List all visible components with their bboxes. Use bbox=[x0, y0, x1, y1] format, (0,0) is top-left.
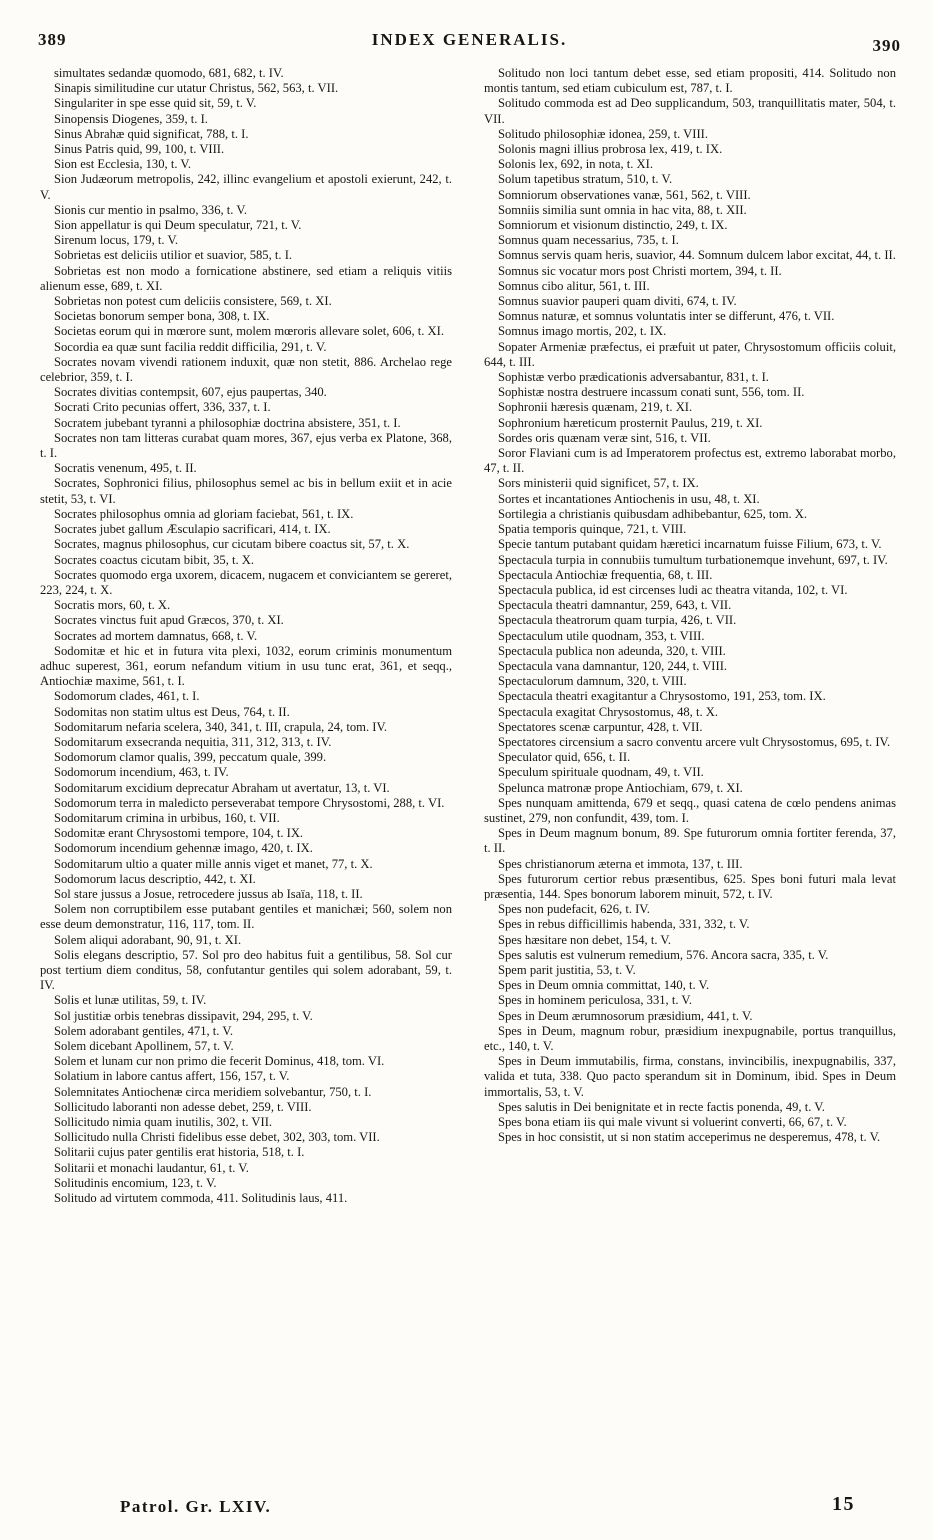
index-entry: Spectatores scenæ carpuntur, 428, t. VII. bbox=[498, 719, 703, 734]
index-entry: Socrates non tam litteras curabat quam mores, 367, ejus verba ex Platone, 368, t. I. bbox=[40, 430, 452, 461]
index-entry: Socrates jubet gallum Æsculapio sacrificari, 414, t. IX. bbox=[54, 522, 331, 537]
index-entry: Solitudo philosophiæ idonea, 259, t. VIII. bbox=[498, 126, 709, 141]
index-entry: Socratis mors, 60, t. X. bbox=[54, 598, 171, 613]
index-entry: Solitudo commoda est ad Deo supplicandum, 503, tranquillitatis mater, 504, t. VII. bbox=[484, 96, 896, 126]
index-entry: Solitarii et monachi laudantur, 61, t. V. bbox=[54, 1160, 249, 1175]
index-entry: Spem parit justitia, 53, t. V. bbox=[498, 962, 636, 977]
index-entry: Spes in rebus difficillimis habenda, 331, 332, t. V. bbox=[498, 917, 750, 932]
index-entry: Socrati Crito pecunias offert, 336, 337, t. I. bbox=[54, 400, 271, 415]
index-entry: Socrates coactus cicutam bibit, 35, t. X. bbox=[54, 552, 255, 567]
index-entry: Socrates quomodo erga uxorem, dicacem, nugacem et conviciantem se gereret, 223, 224, t. X. bbox=[40, 567, 452, 597]
index-entry: Spelunca matronæ prope Antiochiam, 679, t. XI. bbox=[498, 780, 743, 795]
index-entry: Spes in hoc consistit, ut si non statim acceperimus ne desperemus, 478, t. V. bbox=[498, 1130, 881, 1145]
index-entry: Solitarii cujus pater gentilis erat historia, 518, t. I. bbox=[54, 1145, 305, 1160]
left-column bbox=[40, 66, 452, 1206]
index-entry: Speculum spirituale quodnam, 49, t. VII. bbox=[498, 765, 704, 780]
index-entry: Spectacula publica non adeunda, 320, t. VIII. bbox=[498, 643, 726, 658]
index-entry: Sirenum locus, 179, t. V. bbox=[54, 233, 179, 248]
index-entry: Spectacula vana damnantur, 120, 244, t. VIII. bbox=[498, 658, 728, 673]
index-entry: Solonis lex, 692, in nota, t. XI. bbox=[498, 157, 653, 172]
index-entry: Spes in Deum immutabilis, firma, constans, invincibilis, inexpugnabilis, 337, valida et tuta, 338. Quo pacto sperandum sit in Dominum, ibid. Spes in Deum immortalis, 53, t. V. bbox=[484, 1054, 896, 1099]
index-entry: Sodomitæ erant Chrysostomi tempore, 104, t. IX. bbox=[54, 826, 304, 841]
index-entry: Sionis cur mentio in psalmo, 336, t. V. bbox=[54, 202, 247, 217]
index-entry: Sophronii hæresis quænam, 219, t. XI. bbox=[498, 400, 693, 415]
index-entry: Sodomorum lacus descriptio, 442, t. XI. bbox=[54, 871, 256, 886]
index-entry: Sodomorum terra in maledicto perseverabat tempore Chrysostomi, 288, t. VI. bbox=[54, 795, 445, 810]
index-entry: Sollicitudo laboranti non adesse debet, 259, t. VIII. bbox=[54, 1099, 312, 1114]
index-entry: Solitudinis encomium, 123, t. V. bbox=[54, 1175, 217, 1190]
index-entry: Sol stare jussus a Josue, retrocedere jussus ab Isaïa, 118, t. II. bbox=[54, 886, 363, 901]
index-entry: Solonis magni illius probrosa lex, 419, t. IX. bbox=[498, 142, 723, 157]
index-entry: Solis et lunæ utilitas, 59, t. IV. bbox=[54, 993, 207, 1008]
index-entry: Sodomitarum exsecranda nequitia, 311, 312, 313, t. IV. bbox=[54, 734, 332, 749]
right-page-number: 390 bbox=[872, 36, 901, 55]
index-entry: Sion est Ecclesia, 130, t. V. bbox=[54, 157, 192, 172]
index-entry: Solatium in labore cantus affert, 156, 157, t. V. bbox=[54, 1069, 290, 1084]
index-entry: Sobrietas est deliciis utilior et suavior, 585, t. I. bbox=[54, 248, 293, 263]
index-entry: Spectacula theatri damnantur, 259, 643, t. VII. bbox=[498, 598, 732, 613]
index-entry: Sodomitarum ultio a quater mille annis viget et manet, 77, t. X. bbox=[54, 856, 373, 871]
index-entry: Spes in Deum, magnum robur, præsidium inexpugnabile, portus tranquillus, etc., 140, t. V. bbox=[484, 1023, 896, 1053]
index-entry: Sortilegia a christianis quibusdam adhibebantur, 625, tom. X. bbox=[498, 506, 808, 521]
index-entry: Spes in Deum ærumnosorum præsidium, 441, t. V. bbox=[498, 1008, 753, 1023]
index-entry: Solem dicebant Apollinem, 57, t. V. bbox=[54, 1039, 234, 1053]
index-entry: Sinapis similitudine cur utatur Christus, 562, 563, t. VII. bbox=[54, 81, 339, 96]
index-entry: Spes in hominem periculosa, 331, t. V. bbox=[498, 993, 693, 1008]
index-entry: Solem aliqui adorabant, 90, 91, t. XI. bbox=[54, 932, 242, 947]
index-entry: Spatia temporis quinque, 721, t. VIII. bbox=[498, 522, 687, 537]
index-entry: Socrates, magnus philosophus, cur cicutam bibere coactus sit, 57, t. X. bbox=[54, 537, 410, 552]
index-entry: Somniorum observationes vanæ, 561, 562, t. VIII. bbox=[498, 187, 751, 202]
index-entry: Somnus quam necessarius, 735, t. I. bbox=[498, 233, 679, 248]
index-entry: Speculator quid, 656, t. II. bbox=[498, 750, 631, 765]
index-entry: Socrates, Sophronici filius, philosophus semel ac bis in bellum exiit et in acie stetit, 53, t. VI. bbox=[40, 476, 452, 506]
index-entry: Societas eorum qui in mœrore sunt, molem mœroris allevare solet, 606, t. XI. bbox=[54, 324, 444, 339]
index-entry: Solis elegans descriptio, 57. Sol pro deo habitus fuit a gentilibus, 58. Sol cur post tertium diem conditus, 58, confutantur gentiles qui solem adorabant, 59, t. IV. bbox=[40, 947, 452, 993]
index-entry: Societas bonorum semper bona, 308, t. IX. bbox=[54, 309, 270, 324]
index-entry: Sodomitæ et hic et in futura vita plexi, 1032, eorum criminis monumentum adhuc superest, 361, eorum nefandum vitium in usu tunc erat, 361, et seqq., Antiochiæ maxime, 561, t. I. bbox=[40, 643, 452, 689]
index-entry: Singulariter in spe esse quid sit, 59, t. V. bbox=[54, 96, 257, 111]
index-entry: Spes non pudefacit, 626, t. IV. bbox=[498, 902, 650, 917]
index-entry: Sodomitarum crimina in urbibus, 160, t. VII. bbox=[54, 810, 280, 825]
index-entry: Somnus servis quam heris, suavior, 44. Somnum dulcem labor excitat, 44, t. II. bbox=[498, 248, 896, 263]
index-entry: Sodomorum clamor qualis, 399, peccatum quale, 399. bbox=[54, 750, 327, 765]
index-entry: Socrates divitias contempsit, 607, ejus paupertas, 340. bbox=[54, 385, 327, 400]
index-entry: Socrates novam vivendi rationem induxit, quæ non stetit, 886. Archelao rege celebrior, 359, t. I. bbox=[40, 354, 452, 385]
index-entry: Spectacula Antiochiæ frequentia, 68, t. III. bbox=[498, 567, 713, 582]
index-entry: Sopater Armeniæ præfectus, ei præfuit ut pater, Chrysostomum officiis coluit, 644, t. III. bbox=[484, 339, 896, 369]
page-footer bbox=[120, 1493, 855, 1523]
index-entry: Spes futurorum certior rebus præsentibus, 625. Spes boni futuri mala levat præsentia, 144. Spes bonorum laborem minuit, 572, t. IV. bbox=[484, 871, 896, 901]
index-entry: Somnus naturæ, et somnus voluntatis inter se differunt, 476, t. VII. bbox=[498, 309, 835, 324]
index-entry: Spes nunquam amittenda, 679 et seqq., quasi catena de cœlo pendens animas sustinet, 279, non confundit, 439, tom. I. bbox=[484, 795, 896, 825]
index-entry: Spes salutis est vulnerum remedium, 576. Ancora sacra, 335, t. V. bbox=[498, 947, 829, 962]
index-entry: Somniorum et visionum distinctio, 249, t. IX. bbox=[498, 218, 728, 233]
index-entry: Solemnitates Antiochenæ circa meridiem solvebantur, 750, t. I. bbox=[54, 1084, 372, 1099]
index-entry: Sortes et incantationes Antiochenis in usu, 48, t. XI. bbox=[498, 491, 760, 506]
index-entry: Somnus suavior pauperi quam diviti, 674, t. IV. bbox=[498, 294, 737, 309]
index-entry: Sollicitudo nulla Christi fidelibus esse debet, 302, 303, tom. VII. bbox=[54, 1130, 380, 1145]
index-entry: Spectatores circensium a sacro conventu arcere vult Chrysostomus, 695, t. IV. bbox=[498, 734, 891, 749]
index-entry: Somnus imago mortis, 202, t. IX. bbox=[498, 324, 667, 339]
index-entry: Sion appellatur is qui Deum speculatur, 721, t. V. bbox=[54, 218, 302, 233]
index-entry: Solum tapetibus stratum, 510, t. V. bbox=[498, 172, 673, 187]
index-entry: Sinus Patris quid, 99, 100, t. VIII. bbox=[54, 142, 225, 157]
index-entry: Spes in Deum omnia committat, 140, t. V. bbox=[498, 978, 710, 993]
index-entry: Spectacula publica, id est circenses ludi ac theatra vitanda, 102, t. VI. bbox=[498, 582, 848, 597]
index-entry: Specie tantum putabant quidam hæretici incarnatum fuisse Filium, 673, t. V. bbox=[498, 537, 882, 552]
index-entry: Solitudo non loci tantum debet esse, sed etiam propositi, 414. Solitudo non montis tantum, sed etiam cubiculum est, 787, t. I. bbox=[484, 66, 896, 96]
index-entry: Sodomorum incendium gehennæ imago, 420, t. IX. bbox=[54, 841, 313, 856]
index-entry: Spectacula theatri exagitantur a Chrysostomo, 191, 253, tom. IX. bbox=[498, 689, 826, 704]
index-entry: Sophistæ nostra destruere incassum conati sunt, 556, tom. II. bbox=[498, 385, 805, 400]
index-entry: Solem adorabant gentiles, 471, t. V. bbox=[54, 1023, 233, 1038]
index-entry: Socrates philosophus omnia ad gloriam faciebat, 561, t. IX. bbox=[54, 506, 354, 521]
index-entry: Sinopensis Diogenes, 359, t. I. bbox=[54, 111, 208, 126]
index-entry: Spes christianorum æterna et immota, 137, t. III. bbox=[498, 856, 743, 871]
series-signature: Patrol. Gr. LXIV. bbox=[120, 1497, 272, 1516]
index-entry: Somniis similia sunt omnia in hac vita, 88, t. XII. bbox=[498, 202, 747, 217]
index-entry: Socratem jubebant tyranni a philosophiæ doctrina absistere, 351, t. I. bbox=[54, 415, 401, 430]
index-entry: Sophronium hæreticum prosternit Paulus, 219, t. XI. bbox=[498, 415, 763, 430]
index-entry: Sobrietas est non modo a fornicatione abstinere, sed etiam a reliquis vitiis alienum esse, 689, t. XI. bbox=[40, 263, 452, 293]
gathering-number: 15 bbox=[832, 1493, 855, 1515]
index-entry: Spectacula exagitat Chrysostomus, 48, t. X. bbox=[498, 704, 719, 719]
index-entry: Sinus Abrahæ quid significat, 788, t. I. bbox=[54, 126, 249, 141]
index-entry: Somnus cibo alitur, 561, t. III. bbox=[498, 278, 650, 293]
index-entry: Sordes oris quænam veræ sint, 516, t. VII. bbox=[498, 430, 711, 445]
index-entry: Sodomorum incendium, 463, t. IV. bbox=[54, 765, 229, 780]
index-entry: Spectacula theatrorum quam turpia, 426, t. VII. bbox=[498, 613, 737, 628]
index-entry: Solitudo ad virtutem commoda, 411. Solitudinis laus, 411. bbox=[54, 1191, 348, 1206]
index-entry: Solem et lunam cur non primo die fecerit Dominus, 418, tom. VI. bbox=[54, 1054, 385, 1069]
running-title: INDEX GENERALIS. bbox=[371, 30, 568, 49]
index-entry: Sollicitudo nimia quam inutilis, 302, t. VII. bbox=[54, 1115, 273, 1130]
index-entry: Socrates vinctus fuit apud Græcos, 370, t. XI. bbox=[54, 613, 284, 628]
index-entry: Spectacula turpia in connubiis tumultum turbationemque invehunt, 697, t. IV. bbox=[498, 552, 888, 567]
index-entry: Socordia ea quæ sunt facilia reddit difficilia, 291, t. V. bbox=[54, 339, 327, 354]
index-entry: Sophistæ verbo prædicationis adversabantur, 831, t. I. bbox=[498, 370, 769, 385]
index-entry: simultates sedandæ quomodo, 681, 682, t. IV. bbox=[54, 66, 284, 80]
index-entry: Spes bona etiam iis qui male vivunt si voluerint converti, 66, 67, t. V. bbox=[498, 1115, 847, 1130]
index-entry: Sobrietas non potest cum deliciis consistere, 569, t. XI. bbox=[54, 294, 332, 309]
index-entry: Sodomitarum excidium deprecatur Abraham ut avertatur, 13, t. VI. bbox=[54, 780, 390, 795]
index-entry: Sodomitarum nefaria scelera, 340, 341, t. III, crapula, 24, tom. IV. bbox=[54, 719, 388, 734]
index-entry: Soror Flaviani cum is ad Imperatorem profectus est, extremo laborabat morbo, 47, t. II. bbox=[484, 446, 896, 476]
left-page-number: 389 bbox=[38, 30, 67, 49]
index-entry: Spes salutis in Dei benignitate et in recte factis ponenda, 49, t. V. bbox=[498, 1099, 825, 1114]
index-entry: Socratis venenum, 495, t. II. bbox=[54, 461, 197, 476]
index-entry: Spectaculum utile quodnam, 353, t. VIII. bbox=[498, 628, 705, 643]
right-column bbox=[484, 66, 896, 1145]
index-entry: Spes hæsitare non debet, 154, t. V. bbox=[498, 932, 672, 947]
index-entry: Solem non corruptibilem esse putabant gentiles et manichæi; 560, solem non esse deum demonstratur, 116, 117, tom. II. bbox=[40, 902, 452, 932]
page-header bbox=[38, 30, 901, 56]
index-entry: Sodomitas non statim ultus est Deus, 764, t. II. bbox=[54, 704, 290, 719]
index-entry: Somnus sic vocatur mors post Christi mortem, 394, t. II. bbox=[498, 263, 782, 278]
index-entry: Spectaculorum damnum, 320, t. VIII. bbox=[498, 674, 687, 689]
index-entry: Sodomorum clades, 461, t. I. bbox=[54, 689, 200, 704]
index-entry: Sol justitiæ orbis tenebras dissipavit, 294, 295, t. V. bbox=[54, 1008, 313, 1023]
index-entry: Sion Judæorum metropolis, 242, illinc evangelium et apostoli exierunt, 242, t. V. bbox=[40, 172, 452, 202]
index-entry: Socrates ad mortem damnatus, 668, t. V. bbox=[54, 628, 258, 643]
index-entry: Sors ministerii quid significet, 57, t. IX. bbox=[498, 476, 699, 491]
index-entry: Spes in Deum magnum bonum, 89. Spe futurorum omnia fortiter ferenda, 37, t. II. bbox=[484, 826, 896, 856]
